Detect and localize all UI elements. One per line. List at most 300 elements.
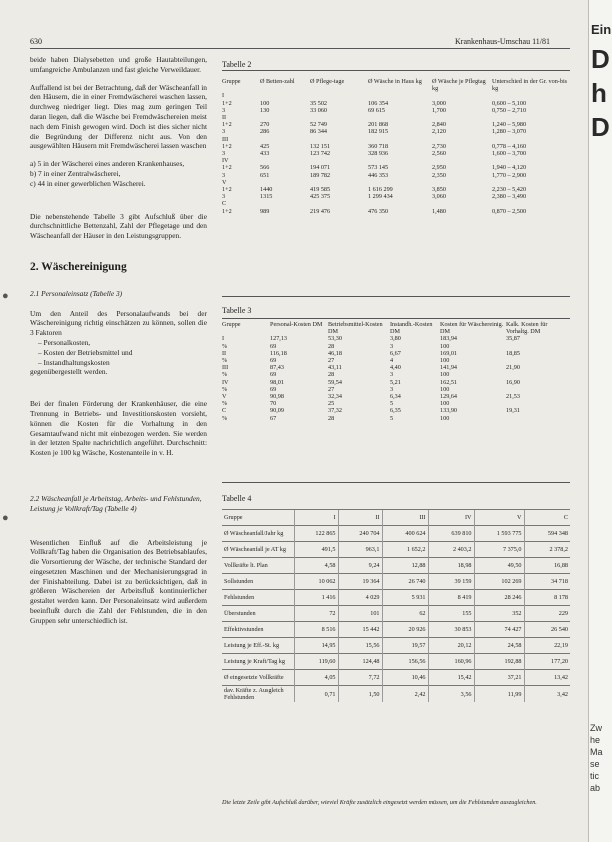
table-cell: 3 [222,128,226,136]
list-item: – Kosten der Betriebsmittel und [38,347,133,357]
table-cell: 425 [260,142,270,150]
table-cell: 419 585 [310,186,331,194]
table-cell: 491,5 [294,542,338,558]
table-cell: Effektivstunden [222,622,294,638]
edge-text: Ein [591,22,612,37]
table-cell: 3,060 [432,193,446,201]
table-cell: 10 062 [294,574,338,590]
table-cell: 4 [390,357,394,365]
table-row [222,92,570,99]
table-cell: 100 [440,342,450,350]
table-row [222,335,570,342]
table-cell: 1 299 434 [368,193,393,201]
table-cell: 11,99 [474,686,524,703]
table-row [222,164,570,171]
table-cell: I [222,92,225,100]
table-cell: 2,950 [432,164,446,172]
table-cell: 566 [260,164,270,172]
table3-caption: Tabelle 3 [222,306,252,315]
table-cell [310,92,368,99]
header-cell: Ø Wäsche in Haus kg [368,78,422,85]
table-cell: 1,770 – 2,900 [492,171,527,179]
table-cell: 1440 [260,186,273,194]
table-cell: 24,58 [474,638,524,654]
table-cell [260,157,310,164]
table-cell: 573 145 [368,164,389,172]
left-column [30,55,207,634]
table-cell: 3,850 [432,186,446,194]
table-cell: 6,67 [390,349,401,357]
table-cell: % [222,371,228,379]
table-cell [492,200,570,207]
table-row [222,558,570,574]
punch-mark: ● [2,512,9,524]
table-cell: % [222,385,228,393]
table-cell: 124,48 [338,654,382,670]
table-cell: 127,13 [270,335,288,343]
table-cell: dav. Kräfte z. Ausgleich Fehlstunden [222,686,294,703]
table-cell: 102 269 [474,574,524,590]
header-cell: Ø Pflege-tage [310,78,345,85]
table-cell [260,136,310,143]
table-cell: 1,700 [432,106,446,114]
table-cell: 1+2 [222,164,232,172]
table-cell: 27 [328,357,335,365]
table-cell: 189 782 [310,171,331,179]
table-cell: 4 029 [338,590,382,606]
table-cell: 37,21 [474,670,524,686]
table-row [222,136,570,143]
table-cell: 16,88 [524,558,570,574]
table-row [222,208,570,215]
table-row [222,400,570,407]
table-cell: 0,600 – 5,100 [492,99,527,107]
table-cell: 49,50 [474,558,524,574]
edge-text: h [591,78,607,108]
table-cell: 328 936 [368,150,389,158]
table-cell: 70 [270,400,277,408]
header-cell: Gruppe [222,510,294,526]
table-cell: 183,94 [440,335,458,343]
edge-text: D [591,44,610,74]
table-cell: 963,1 [338,542,382,558]
punch-mark: ● [2,290,9,302]
edge-text: D [591,112,610,142]
header-cell: II [338,510,382,526]
table-cell: 1,50 [338,686,382,703]
table-cell: 270 [260,121,270,129]
table-cell: 30 853 [428,622,474,638]
table-cell: 3 [222,193,226,201]
table-cell: 1,240 – 5,980 [492,121,527,129]
header-cell: Kosten für Wäschereinig. DM [440,321,504,336]
edge-text: ab [590,783,601,793]
table-cell: 1,480 [432,207,446,215]
table-rule [222,296,570,297]
table-cell: 69 [270,371,277,379]
header-cell: III [382,510,428,526]
table-cell: 286 [260,128,270,136]
table2 [222,78,570,215]
table-cell [310,114,368,121]
table-cell: II [222,114,227,122]
header-cell: Gruppe [222,321,241,328]
table-cell: 35 502 [310,99,328,107]
table-cell [310,179,368,186]
table-cell: 90,09 [270,407,284,415]
table-cell [506,343,570,350]
table-cell: 4,58 [294,558,338,574]
table4-caption: Tabelle 4 [222,494,252,503]
table-cell [260,179,310,186]
table-cell [368,157,432,164]
edge-text: se [590,759,600,769]
table-cell: 3 [222,150,226,158]
table-cell: 9,24 [338,558,382,574]
table-cell: 2,380 – 3,490 [492,193,527,201]
edge-text: he [590,735,601,745]
table-row [222,350,570,357]
table-cell: 194 071 [310,164,331,172]
table-row [222,121,570,128]
table-cell: 26 540 [524,622,570,638]
table-cell: 3 [222,171,226,179]
table-cell: % [222,342,228,350]
table-cell: I [222,335,225,343]
table-cell: 100 [440,400,450,408]
table-cell: 27 [328,385,335,393]
table-cell: 35,87 [506,335,520,343]
table-cell: 101 [338,606,382,622]
table-row [222,114,570,121]
table-cell: 69 [270,385,277,393]
table-cell: 106 354 [368,99,389,107]
table-cell: 20 926 [382,622,428,638]
table-cell: 155 [428,606,474,622]
header-cell: Betriebsmittel-Kosten DM [328,321,383,336]
table-row [222,143,570,150]
table-cell: V [222,178,227,186]
table-cell: 2,840 [432,121,446,129]
table-cell: 1+2 [222,207,232,215]
table-cell: II [222,349,227,357]
table-cell: 90,98 [270,393,284,401]
table-cell: 1+2 [222,186,232,194]
table-cell: 1315 [260,193,273,201]
laundry-list [30,159,207,188]
table-cell: C [222,200,227,208]
table-cell: 3 [390,342,394,350]
table-cell: 2,230 – 5,420 [492,186,527,194]
header-cell: Kalk. Kosten für Vorhaltg. DM [506,321,548,336]
table-cell: 1 616 299 [368,186,393,194]
table-cell [260,92,310,99]
table-cell: 19,31 [506,407,520,415]
table-cell: 100 [440,385,450,393]
table-cell: 3,56 [428,686,474,703]
table4 [222,509,570,702]
table-cell: 100 [440,371,450,379]
table-cell: 3,42 [524,686,570,703]
table-cell: Ø Wäscheanfall/Jahr kg [222,526,294,542]
table-cell [432,179,492,186]
table-cell: C [222,407,227,415]
table-cell: 3 [222,106,226,114]
table-row [222,590,570,606]
table-cell: 100 [260,99,270,107]
table-row [222,386,570,393]
table-cell [310,200,368,207]
table-cell: 160,96 [428,654,474,670]
table3 [222,321,570,422]
table-cell: 26 740 [382,574,428,590]
paragraph-tabelle-ref: Die nebenstehende Tabelle 3 gibt Aufschluß über die durchschnittliche Bettenzahl, Zahl der Pflegetage und den Wäscheanfall der Häuser in den Leistungsgruppen. [30,211,207,241]
table-cell: 6,34 [390,393,401,401]
table-cell: 169,01 [440,349,458,357]
table-row [222,407,570,414]
table-cell [368,136,432,143]
table-cell [260,114,310,121]
table-cell [506,415,570,422]
table-row [222,200,570,207]
table-row [222,128,570,135]
table-cell: 2,730 [432,142,446,150]
table-row [222,193,570,200]
table-cell: 72 [294,606,338,622]
table-cell: 86 344 [310,128,328,136]
table-cell: 16,90 [506,378,520,386]
table-cell: 25 [328,400,335,408]
table-cell [432,114,492,121]
table-cell: Vollkräfte lt. Plan [222,558,294,574]
table-cell: 69 [270,357,277,365]
table-cell [506,357,570,364]
table-cell: 28 [328,414,335,422]
table-row [222,371,570,378]
table-cell [368,179,432,186]
paragraph-personal: Um den Anteil des Personalaufwands bei der Wäschereinigung richtig einschätzen zu können, sollen die 3 Faktoren [30,308,207,338]
table-cell: % [222,400,228,408]
edge-text: tic [590,771,599,781]
table-cell: 20,12 [428,638,474,654]
table-cell: 651 [260,171,270,179]
table-cell: 5 [390,400,394,408]
table-rule [222,70,570,71]
table-cell [432,136,492,143]
table-cell: 19,57 [382,638,428,654]
table-cell: 3 [390,371,394,379]
table-cell: Sollstunden [222,574,294,590]
table-row [222,606,570,622]
table-cell: 3,80 [390,335,401,343]
table-cell: 129,64 [440,393,458,401]
table-cell: 69 615 [368,106,386,114]
subsection-title: 2.2 Wäscheanfall je Arbeitstag, Arbeits- und Fehlstunden, Leistung je Vollkraft/Tag (Tabelle 4) [30,493,202,513]
table-cell: 1,280 – 3,070 [492,128,527,136]
header-cell: Unterschied in der Gr. von-bis kg [492,78,568,93]
header-cell: Ø Betten-zahl [260,78,295,85]
table-cell: 19 364 [338,574,382,590]
table-cell: 446 353 [368,171,389,179]
table-cell: 87,43 [270,364,284,372]
table-cell: 53,30 [328,335,342,343]
table-cell: 0,870 – 2,500 [492,207,527,215]
table-row [222,172,570,179]
table-row [222,186,570,193]
table-cell: 122 865 [294,526,338,542]
table-cell: 2 378,2 [524,542,570,558]
table-row [222,343,570,350]
table-cell: 28 246 [474,590,524,606]
table-row [222,415,570,422]
table-cell: 28 [328,371,335,379]
table-cell: 123 742 [310,150,331,158]
table-cell: 989 [260,207,270,215]
table-cell: Ø Wäscheanfall je AT kg [222,542,294,558]
table-cell: 67 [270,414,277,422]
table-cell: 182 915 [368,128,389,136]
table-cell: 7,72 [338,670,382,686]
table-cell: 28 [328,342,335,350]
table-header-row [222,510,570,526]
paragraph-einfluss: Wesentlichen Einfluß auf die Arbeitsleistung je Vollkraft/Tag haben die Organisation des Betriebsablaufes, die Vorsortierung der Wäsche, der technische Standard der eingesetzten Maschinen und der Mechanisierungsgrad in der Finishabteilung. Dabei ist zu berücksichtigen, daß in größeren Wäschereien der Arbeitsfluß kontinuierlicher gestaltet werden kann. Der Personaleinsatz wird außerdem beeinflußt durch die Zahl der Fehlstunden, die in den Gruppen sehr unterschiedlich ist. [30,537,207,625]
table-cell: 10,46 [382,670,428,686]
table-cell: 0,750 – 2,710 [492,106,527,114]
table-cell: III [222,135,229,143]
factor-list [38,338,207,367]
subsection-title: 2.1 Personaleinsatz (Tabelle 3) [30,288,123,298]
table-cell: IV [222,378,229,386]
table-cell: 360 718 [368,142,389,150]
table-cell: 52 749 [310,121,328,129]
table-cell: % [222,414,228,422]
page-number: 630 [30,37,42,46]
header-cell: Gruppe [222,78,241,85]
table-row [222,686,570,703]
table2-caption: Tabelle 2 [222,60,252,69]
table-cell: Leistung je Eff.-St. kg [222,638,294,654]
table-row [222,670,570,686]
table-cell: 0,71 [294,686,338,703]
edge-text: Ma [590,747,603,757]
list-item: b) 7 in einer Zentralwäscherei, [30,168,121,178]
table-cell: 12,88 [382,558,428,574]
table-cell: 69 [270,342,277,350]
table-cell [310,136,368,143]
table-cell: 100 [440,414,450,422]
table-cell: 100 [440,357,450,365]
table-cell [368,92,432,99]
table-cell: 4,05 [294,670,338,686]
table-cell: 2,560 [432,150,446,158]
table-row [222,379,570,386]
table-cell: 1 416 [294,590,338,606]
table-cell: 219 476 [310,207,331,215]
table-cell: 14,95 [294,638,338,654]
header-cell: Personal-Kosten DM [270,321,323,328]
table-cell: 425 375 [310,193,331,201]
header-cell: V [474,510,524,526]
table-row [222,357,570,364]
table-cell: 21,90 [506,364,520,372]
table-row [222,100,570,107]
table-cell: IV [222,157,229,165]
table-cell [368,114,432,121]
table-cell: 15,56 [338,638,382,654]
table-cell: 98,01 [270,378,284,386]
table-cell: 1+2 [222,121,232,129]
table-cell: 8 419 [428,590,474,606]
table-cell: 201 868 [368,121,389,129]
table-cell: 74 427 [474,622,524,638]
table-cell [260,200,310,207]
table-cell: 133,90 [440,407,458,415]
section-title: 2. Wäschereinigung [30,260,127,273]
table-cell: 2,120 [432,128,446,136]
table-cell: 162,51 [440,378,458,386]
table-row [222,622,570,638]
table-cell: 400 624 [382,526,428,542]
table-row [222,574,570,590]
table-cell [368,200,432,207]
intro-paragraph: beide haben Dialysebetten und große Hautabteilungen, umfangreiche Ambulanzen und fast gleiche Verweildauer. [30,55,207,74]
table-cell: 18,85 [506,349,520,357]
table-rule [222,482,570,483]
table-row [222,364,570,371]
table-cell: 1,600 – 3,700 [492,150,527,158]
table-cell: 62 [382,606,428,622]
table-cell: 6,35 [390,407,401,415]
table-cell [492,92,570,99]
table-cell: 229 [524,606,570,622]
table-cell [492,114,570,121]
table-cell: Ø eingesetzte Vollkräfte [222,670,294,686]
table-row [222,150,570,157]
journal-title: Krankenhaus-Umschau 11/81 [455,37,551,46]
table-cell: 59,54 [328,378,342,386]
table-cell: 46,18 [328,349,342,357]
table-cell: % [222,357,228,365]
list-item: – Personalkosten, [38,337,91,347]
table-cell: 594 348 [524,526,570,542]
table-row [222,393,570,400]
table-cell: 1 652,2 [382,542,428,558]
paragraph-foerderung: Bei der finalen Förderung der Krankenhäuser, die eine Trennung in Betriebs- und Investitionskosten vorsieht, können die Kosten für die Vorhaltung in den Gesamtaufwand nicht mit einbezogen werden. Sie werden in der letzten Spalte nachrichtlich angeführt. Durchschnitt: Kosten je 100 kg Wäsche, Kostenanteile in v. H. [30,399,207,458]
table-cell: 8 178 [524,590,570,606]
table4-footnote: Die letzte Zeile gibt Aufschluß darüber, wieviel Kräfte zusätzlich eingesetzt werden müssen, um die Fehlstunden auszugleichen. [222,799,537,806]
table-cell [310,157,368,164]
table-cell: 119,60 [294,654,338,670]
edge-text: Zw [590,723,602,733]
table-row [222,526,570,542]
table-cell: 5 [390,414,394,422]
table-cell: III [222,364,229,372]
table-cell: 15 442 [338,622,382,638]
table-row [222,107,570,114]
table-cell: 8 516 [294,622,338,638]
table-cell [506,400,570,407]
table-rule [222,318,570,319]
table-cell: 639 810 [428,526,474,542]
table-cell [432,200,492,207]
table-cell: 32,34 [328,393,342,401]
table-cell: 2 403,2 [428,542,474,558]
table-cell: 15,42 [428,670,474,686]
table-cell [432,157,492,164]
paragraph-gegenueber: gegenübergestellt werden. [30,367,108,377]
table-cell: 130 [260,106,270,114]
table-header-row [222,321,570,335]
